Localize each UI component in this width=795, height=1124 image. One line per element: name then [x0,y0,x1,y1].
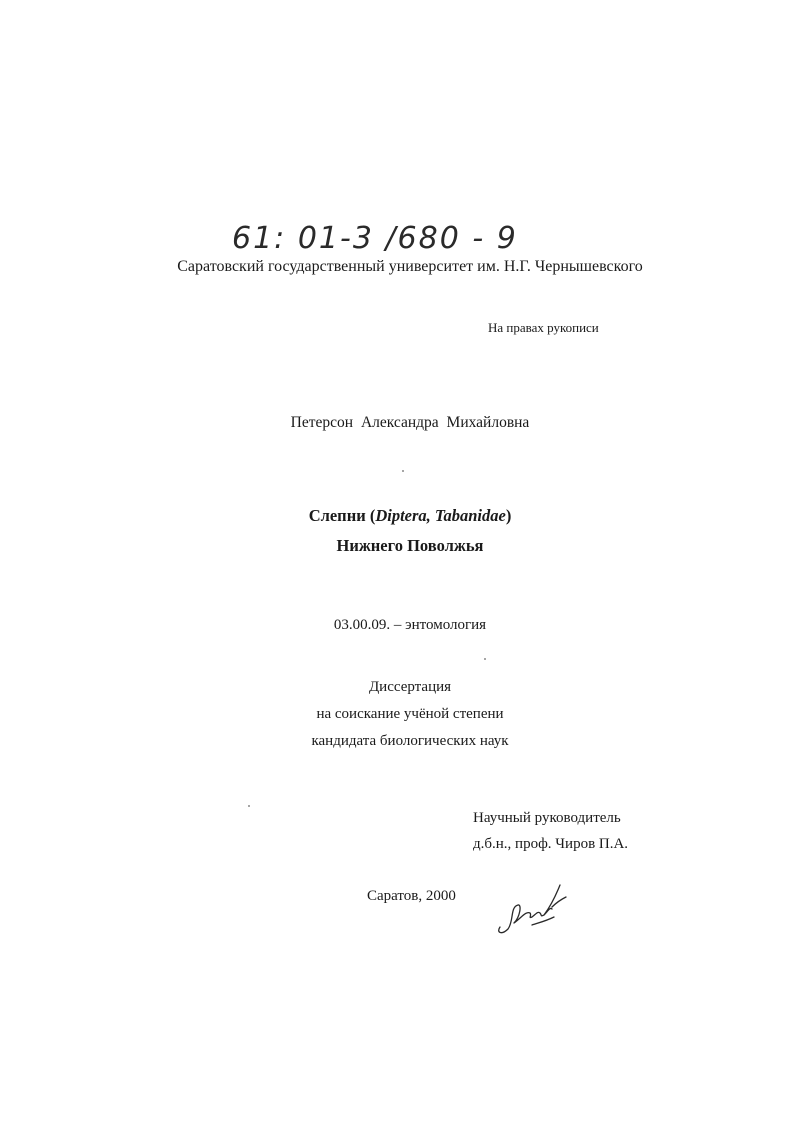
supervisor-label: Научный руководитель [473,810,621,826]
manuscript-rights-note: На правах рукописи [488,320,599,335]
scan-speck [248,805,250,807]
author-name: Петерсон Александра Михайловна [290,414,530,431]
supervisor-name: д.б.н., проф. Чиров П.А. [473,836,629,852]
scan-speck [484,658,486,660]
specialty-code: 03.00.09. – энтомология [333,617,487,633]
dissertation-line-2: на соискание учёной степени [316,706,504,722]
thesis-title-line-2: Нижнего Поволжья [336,536,484,555]
thesis-title-line-1 [130,506,690,526]
title-part-1: Слепни ( [308,506,376,525]
scan-speck [402,470,404,472]
signature-icon [492,877,572,939]
dissertation-line-3: кандидата биологических наук [311,733,509,749]
place-and-year: Саратов, 2000 [367,888,456,904]
title-latin-taxon: Diptera, Tabanidae [375,506,506,525]
handwritten-code-text: 61: 01-3 /680 - 9 [232,221,518,256]
handwritten-catalog-number [230,212,530,262]
dissertation-line-1: Диссертация [368,679,452,695]
university-name: Саратовский государственный университет им. Н.Г. Чернышевского [177,258,643,275]
title-part-2: ) [505,506,512,525]
